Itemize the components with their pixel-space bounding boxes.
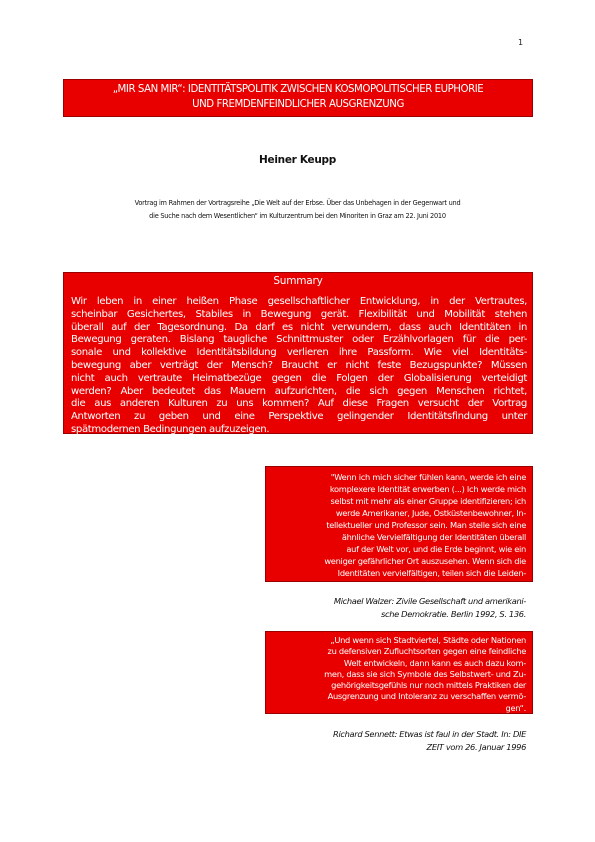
summary-text [71, 296, 527, 437]
sennett-citation [250, 728, 526, 754]
summary-line: spätmodernen Bedingungen aufzuzeigen. [71, 423, 270, 435]
citation-line: ZEIT vom 26. Januar 1996 [426, 742, 526, 752]
lecture-note [70, 197, 525, 223]
title-box [63, 79, 533, 117]
lecture-note-line-2: die Suche nach dem Wesentlichen“ im Kulturzentrum bei den Minoriten in Graz am 22. Juni 2010 [149, 212, 446, 220]
quote-line: gehörigkeitsgefühls nur noch mittels Praktiken der [331, 680, 526, 691]
quote-line: weniger gefährlicher Ort auszusehen. Wenn sich die [324, 556, 526, 566]
summary-line: scheinbar Gesichertes, Stabiles in Bewegung gerät. Flexibilität und Mobilität stehen [71, 308, 527, 320]
title-line-1: „MIR SAN MIR“: IDENTITÄTSPOLITIK ZWISCHEN KOSMOPOLITISCHER EUPHORIE [112, 84, 484, 95]
quote-line: selbst mit mehr als einer Gruppe identifizieren; ich [330, 496, 526, 506]
quote-line: werde Amerikaner, Jude, Ostküstenbewohner, In- [335, 508, 526, 518]
summary-line: überall auf der Tagesordnung. Da darf es nicht verwundern, dass auch Identitäten in [71, 321, 527, 333]
quote-line: schaften." [486, 580, 526, 590]
quote-line: ähnliche Vervielfältigung der Identitäten überall [341, 532, 526, 542]
summary-line: werden? Aber bedeutet das Mauern aufzurichten, die sich gegen Menschen richtet, [71, 385, 527, 397]
lecture-note-line-1: Vortrag im Rahmen der Vortragsreihe „Die Welt auf der Erbse. Über das Unbehagen in der Gegenwart und [134, 199, 461, 207]
summary-box [63, 272, 533, 434]
summary-line: sonale und kollektive Identitätsbildung verlieren ihre Passform. Wie viel Identitäts- [71, 347, 527, 359]
summary-line: Bewegung geraten. Bislang taugliche Schnittmuster oder Erzählvorlagen für die per- [71, 334, 527, 346]
summary-line: nicht auch vertraute Heimatbezüge gegen die Folgen der Globalisierung verteidigt [71, 372, 527, 384]
quote-line: zu defensiven Zufluchtsorten gegen eine feindliche [327, 646, 526, 657]
quote-line: men, dass sie sich Symbole des Selbstwert- und Zu- [324, 668, 526, 679]
author-name: Heiner Keupp [259, 154, 336, 166]
quote-line: „Und wenn sich Stadtviertel, Städte oder Nationen [330, 635, 526, 645]
summary-line: Wir leben in einer heißen Phase gesellschaftlicher Entwicklung, in der Vertrautes, [71, 296, 527, 307]
summary-heading: Summary [273, 275, 323, 287]
summary-line: Antworten zu geben und eine Perspektive gelingender Identitätsfindung unter [71, 411, 527, 423]
title-line-2: UND FREMDENFEINDLICHER AUSGRENZUNG [192, 99, 404, 110]
quote-line: "Wenn ich mich sicher fühlen kann, werde ich eine [330, 472, 526, 482]
citation-line: Richard Sennett: Etwas ist faul in der Stadt. In: DIE [333, 729, 526, 739]
quote-line: Identitäten vervielfältigen, teilen sich die Leiden- [337, 568, 526, 578]
quote-line: gen“. [505, 702, 526, 713]
quote-line: auf der Welt vor, und die Erde beginnt, wie ein [346, 544, 526, 554]
summary-line: die aus anderen Kulturen zu uns kommen? Auf diese Fragen versucht der Vortrag [71, 398, 527, 410]
quote-line: komplexere Identität erwerben (...) Ich werde mich [329, 484, 526, 494]
quote-line: Welt entwickeln, dann kann es auch dazu kom- [343, 657, 526, 668]
sennett-quote-box [265, 631, 533, 714]
summary-line: bewegung aber verträgt der Mensch? Braucht er nicht feste Bezugspunkte? Müssen [71, 359, 527, 371]
quote-line: Ausgrenzung und Intoleranz zu verschaffen vermö- [327, 691, 526, 702]
citation-line: Michael Walzer: Zivile Gesellschaft und amerikani- [333, 596, 526, 606]
walzer-quote-box [265, 466, 533, 590]
walzer-citation [250, 595, 526, 621]
citation-line: sche Demokratie. Berlin 1992, S. 136. [381, 609, 526, 619]
page-number: 1 [518, 38, 524, 47]
quote-line: tellektueller und Professor sein. Man stelle sich eine [326, 520, 526, 530]
